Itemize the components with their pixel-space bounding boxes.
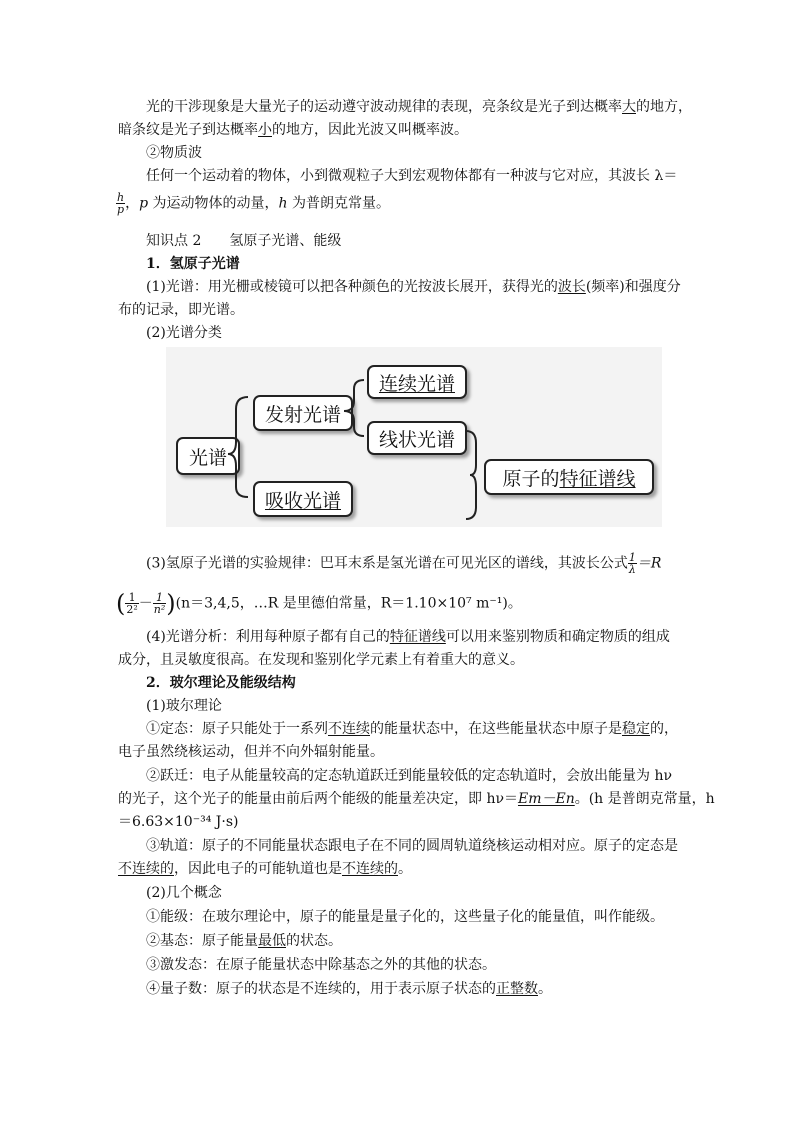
text: 的地方，因此光波又叫概率波。 [272, 122, 468, 138]
text-line: 任何一个运动着的物体，小到微观粒子大到宏观物体都有一种波与它对应，其波长 λ＝ [146, 168, 678, 184]
node-characteristic-lines: 原子的 特征谱线 [484, 459, 654, 495]
node-continuous: 连续光谱 [367, 365, 467, 399]
brace-root [228, 397, 248, 497]
text-line: (1)玻尔理论 [146, 698, 222, 714]
knowledge-point-heading: 知识点 2 氢原子光谱、能级 [146, 233, 342, 249]
text-line: ①定态：原子只能处于一系列不连续的能量状态中，在这些能量状态中原子是稳定的， [146, 721, 678, 737]
text-line: (4)光谱分析：利用每种原子都有自己的特征谱线可以用来鉴别物质和确定物质的组成 [146, 629, 670, 645]
text-line: (2)光谱分类 [146, 325, 222, 341]
text-line: ③轨道：原子的不同能量状态跟电子在不同的圆周轨道绕核运动相对应。原子的定态是 [146, 838, 678, 854]
text-line: 不连续的，因此电子的可能轨道也是不连续的。 [118, 861, 412, 877]
brace-connectors [166, 347, 662, 527]
text-line: ①能级：在玻尔理论中，原子的能量是量子化的，这些量子化的能量值，叫作能级。 [146, 909, 664, 925]
text-line: ＝6.63×10⁻³⁴ J·s) [118, 814, 239, 830]
brace-emission [344, 380, 364, 436]
text-line: 的光子，这个光子的能量由前后两个能级的能量差决定，即 hν＝Em－En。(h 是普朗克常量，h [118, 791, 715, 807]
underlined-term: 小 [258, 122, 272, 138]
text: 的地方， [636, 99, 692, 115]
text-line [146, 97, 692, 117]
text-line: 成分，且灵敏度很高。在发现和鉴别化学元素上有着重大的意义。 [118, 652, 524, 668]
text-line: 电子虽然绕核运动，但并不向外辐射能量。 [118, 744, 384, 760]
text-line: ( $\frac{1}{\text{2²}}$ － $\frac{1}{\text{n²}}$ )(n＝3,4,5，…R 是里德伯常量，R＝1.10×10⁷ m⁻¹)。 [116, 589, 522, 618]
text-line: ②基态：原子能量最低的状态。 [146, 933, 342, 949]
fraction-h-over-p: $\frac{h}{p}$ [117, 191, 125, 216]
text: 暗条纹是光子到达概率 [118, 122, 258, 138]
section-heading: 2．玻尔理论及能级结构 [146, 675, 296, 691]
text-line: $\frac{h}{p}$ ，p 为运动物体的动量，h 为普朗克常量。 [117, 191, 390, 216]
node-emission: 发射光谱 [253, 395, 353, 431]
underlined-term: 特征谱线 [389, 629, 446, 645]
spectrum-classification-diagram [166, 347, 662, 527]
fraction-1-over-lambda: $\frac{1}{\lambda}$ [628, 551, 636, 576]
text-line [118, 120, 468, 140]
text-line: (1)光谱：用光栅或棱镜可以把各种颜色的光按波长展开，获得光的波长(频率)和强度分 [146, 279, 681, 295]
matter-wave-title: ②物质波 [146, 145, 202, 161]
text-line: ③激发态：在原子能量状态中除基态之外的其他的状态。 [146, 957, 496, 973]
fraction-1-over-2sq: $\frac{1}{\text{2²}}$ [126, 591, 138, 616]
underlined-term: 波长 [557, 279, 586, 295]
node-line-spectrum: 线状光谱 [367, 421, 467, 455]
underlined-term: 大 [622, 99, 636, 115]
text-line: 布的记录，即光谱。 [118, 302, 244, 318]
brace-characteristic [466, 431, 476, 519]
node-spectrum: 光谱 [176, 437, 240, 475]
section-heading: 1．氢原子光谱 [146, 256, 240, 272]
node-absorption: 吸收光谱 [253, 481, 353, 517]
text-line: (2)几个概念 [146, 885, 222, 901]
text-line: ④量子数：原子的状态是不连续的，用于表示原子状态的正整数。 [146, 981, 552, 997]
fraction-1-over-nsq: $\frac{1}{\text{n²}}$ [153, 591, 166, 616]
text-line: ②跃迁：电子从能量较高的定态轨道跃迁到能量较低的定态轨道时，会放出能量为 hν [146, 768, 672, 784]
text-line: (3)氢原子光谱的实验规律：巴耳末系是氢光谱在可见光区的谱线，其波长公式 $\frac{1}{\lambda}$ ＝R [146, 551, 662, 576]
text: 光的干涉现象是大量光子的运动遵守波动规律的表现，亮条纹是光子到达概率 [146, 99, 622, 115]
